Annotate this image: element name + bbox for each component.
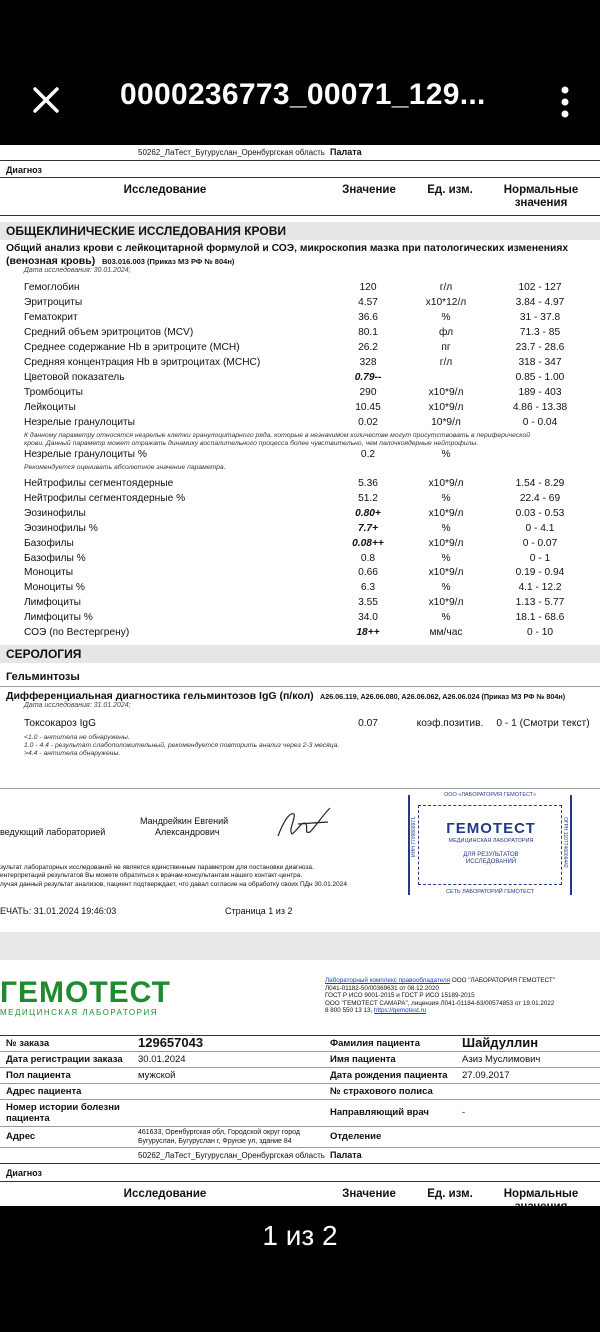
more-options-button[interactable] <box>550 84 580 120</box>
table-row <box>0 552 600 567</box>
license-1: ООО "ЛАБОРАТОРИЯ ГЕМОТЕСТ" <box>451 977 556 984</box>
section-serology: СЕРОЛОГИЯ <box>0 645 600 663</box>
row-name: Моноциты <box>24 567 74 579</box>
row-unit: % <box>441 522 451 534</box>
row-name: Гемоглобин <box>24 282 80 293</box>
license-phone: 8 800 550 13 13, <box>325 1007 373 1015</box>
header-unit: Ед. изм. <box>427 184 473 196</box>
row-name: Базофилы % <box>24 552 86 564</box>
row-unit: x10*12/л <box>425 297 467 308</box>
more-vertical-icon <box>550 84 580 120</box>
row-value: 18++ <box>356 627 380 638</box>
row-unit: x10*9/л <box>428 387 464 398</box>
table-row <box>0 448 600 463</box>
divider <box>0 1126 600 1127</box>
stamp-frame <box>418 805 562 885</box>
lab-stamp <box>408 792 572 895</box>
row-name: Незрелые гранулоциты <box>24 417 136 428</box>
row-norm: 0 - 1 <box>529 552 551 564</box>
head-label: ведующий лабораторией <box>0 827 106 837</box>
addr-value <box>138 1128 300 1146</box>
row-value: 0.66 <box>358 567 378 579</box>
section-general-blood: ОБЩЕКЛИНИЧЕСКИЕ ИССЛЕДОВАНИЯ КРОВИ <box>0 222 600 240</box>
row-unit: 10*9/л <box>431 417 461 428</box>
row-unit: % <box>441 492 451 504</box>
row-norm: 1.13 - 5.77 <box>515 597 565 609</box>
birth-value: 27.09.2017 <box>462 1070 510 1081</box>
viewer-bottom-bar <box>0 1206 600 1332</box>
reg-date-label: Дата регистрации заказа <box>6 1054 123 1065</box>
row-norm: 189 - 403 <box>518 387 562 398</box>
stamp-bottom: СЕТЬ ЛАБОРАТОРИЙ ГЕМОТЕСТ <box>410 889 570 895</box>
diagnosis-label: Диагноз <box>6 165 42 175</box>
row-value: 80.1 <box>358 327 378 338</box>
note-immature-2: крови. Данный параметр может отражать динамику воспалительного процесса более чувствительно, чем палочкоядерные нейтрофилы. <box>24 440 479 447</box>
order-value: 129657043 <box>138 1035 204 1050</box>
row-value: 51.2 <box>358 492 378 504</box>
row-name: Лейкоциты <box>24 402 76 413</box>
row-value: 10.45 <box>355 402 381 413</box>
row-unit: x10*9/л <box>428 478 464 489</box>
signature-image <box>270 800 345 845</box>
stamp-inn: ИНН 7709868971 <box>411 817 417 858</box>
document-page-2 <box>0 960 600 1206</box>
table-row <box>0 281 600 296</box>
row-norm: 4.86 - 13.38 <box>512 402 568 413</box>
row-unit: x10*9/л <box>428 507 464 519</box>
row-value: 3.55 <box>358 597 378 609</box>
row-norm: 31 - 37.8 <box>519 312 561 323</box>
divider <box>0 686 600 687</box>
row-name: Нейтрофилы сегментоядерные <box>24 478 174 489</box>
stamp-ogrn: ОГРН 1107746006442 <box>562 817 568 868</box>
cbc-code: B03.016.003 (Приказ МЗ РФ № 804н) <box>102 257 235 266</box>
addr-label: Адрес <box>6 1131 36 1142</box>
ward-label: Палата <box>330 147 362 157</box>
row-value: 0.07 <box>358 718 378 729</box>
table-row <box>0 537 600 552</box>
table-row <box>0 581 600 596</box>
row-name: Среднее содержание Hb в эритроците (MCH) <box>24 342 240 353</box>
toxo-note-2: 1.0 - 4.4 - результат слабоположительный, рекомендуется повторить анализ через 2-3 месяца. <box>24 742 340 749</box>
table-row <box>0 371 600 386</box>
surname-label: Фамилия пациента <box>330 1038 420 1049</box>
table-row <box>0 717 600 732</box>
row-unit: фл <box>438 327 454 338</box>
row-name: Эритроциты <box>24 297 83 308</box>
doctor-value: - <box>462 1107 466 1118</box>
table-row <box>0 386 600 401</box>
row-norm: 1.54 - 8.29 <box>515 478 565 489</box>
stamp-brand: ГЕМОТЕСТ <box>446 820 536 837</box>
name-value: Азиз Муслимович <box>462 1054 541 1065</box>
signer-line-1: Мандрейкин Евгений <box>140 816 229 826</box>
row-name: Средний объем эритроцитов (MCV) <box>24 327 194 338</box>
row-norm: 23.7 - 28.6 <box>515 342 565 353</box>
cbc-title-2: (венозная кровь) <box>6 255 96 267</box>
table-row <box>0 611 600 626</box>
license-2: Л041-01182-50/00369631 от 08.12.2020 <box>325 984 439 992</box>
row-value: 120 <box>359 282 377 293</box>
surname-value: Шайдуллин <box>462 1035 539 1050</box>
cbc-title-1: Общий анализ крови с лейкоцитарной формулой и СОЭ, микроскопия мазка при патологических изменениях <box>6 243 569 254</box>
table-row <box>0 477 600 492</box>
subsection-helminth: Гельминтозы <box>6 671 80 683</box>
row-name: Нейтрофилы сегментоядерные % <box>24 492 186 504</box>
logo-subtext: МЕДИЦИНСКАЯ ЛАБОРАТОРИЯ <box>0 1008 158 1017</box>
row-name: Цветовой показатель <box>24 372 125 383</box>
header-norm-1: Нормальные <box>503 184 579 196</box>
row-norm: 4.1 - 12.2 <box>518 582 562 594</box>
cbc-date: Дата исследования: 30.01.2024; <box>24 267 131 274</box>
table-row <box>0 326 600 341</box>
page-gap <box>0 932 600 960</box>
row-norm: 3.84 - 4.97 <box>515 297 565 308</box>
row-value: 328 <box>359 357 377 368</box>
table-row <box>0 492 600 507</box>
divider <box>0 1181 600 1182</box>
row-unit: пг <box>441 342 451 353</box>
stamp-mid-1: ДЛЯ РЕЗУЛЬТАТОВ <box>463 852 519 858</box>
note-immature-1: К данному параметру относятся незрелые клетки гранулоцитарного ряда, которые в незначимом количестве могут присутствовать в периферической <box>24 432 531 439</box>
divider <box>0 177 600 178</box>
row-norm: 0.85 - 1.00 <box>515 372 565 383</box>
row-unit: % <box>441 312 451 323</box>
table-row <box>0 626 600 641</box>
row-unit: x10*9/л <box>428 537 464 549</box>
table-row <box>0 311 600 326</box>
divider <box>0 215 600 216</box>
row-unit: мм/час <box>429 627 463 638</box>
print-timestamp: ЕЧАТЬ: 31.01.2024 19:46:03 <box>0 906 117 916</box>
table-row <box>0 566 600 581</box>
row-name: Гематокрит <box>24 312 78 323</box>
row-name: Базофилы <box>24 537 74 549</box>
divider <box>0 160 600 161</box>
helminth-title: Дифференциальная диагностика гельминтозов IgG (п/кол) <box>6 690 314 702</box>
document-title: 0000236773_00071_129... <box>120 78 486 111</box>
row-value: 34.0 <box>358 612 378 624</box>
close-button[interactable] <box>28 82 64 118</box>
lab-line: 50262_ЛаТест_Бугуруслан_Оренбургская область <box>138 1151 325 1160</box>
logo-text: ГЕМОТЕСТ <box>0 976 171 1009</box>
toxo-note-1: <1.0 - антитела не обнаружены. <box>24 734 130 741</box>
license-link[interactable]: Лабораторный комплекс правообладателя <box>325 977 451 984</box>
header-value: Значение <box>342 184 396 196</box>
header-value: Значение <box>342 1188 396 1200</box>
row-norm: 0 - 0.04 <box>522 417 558 428</box>
diagnosis-label: Диагноз <box>6 1168 42 1178</box>
row-norm: 102 - 127 <box>518 282 562 293</box>
row-value: 0.02 <box>358 417 378 428</box>
divider <box>0 1147 600 1148</box>
stamp-mid-2: ИССЛЕДОВАНИЙ <box>465 859 517 865</box>
row-value: 36.6 <box>358 312 378 323</box>
helminth-date: Дата исследования: 31.01.2024; <box>24 702 131 709</box>
website-link[interactable]: https://gemotest.ru <box>374 1007 427 1015</box>
row-norm: 0 - 4.1 <box>525 522 555 534</box>
addr-value-1: 461633, Оренбургская обл, Городской округ город <box>138 1129 300 1136</box>
disclaimer-3: лучая данный результат анализов, пациент подтверждает, что давал согласие на обработку своих ПДн 30.01.2024 <box>0 881 347 888</box>
row-name: Лимфоциты <box>24 597 81 609</box>
row-norm: 18.1 - 68.6 <box>515 612 565 624</box>
row-value: 4.57 <box>358 297 378 308</box>
page-indicator: 1 из 2 <box>262 1220 338 1251</box>
row-value: 0.08++ <box>352 537 384 549</box>
table-row <box>0 356 600 371</box>
row-unit: x10*9/л <box>428 567 464 579</box>
policy-label: № страхового полиса <box>330 1086 433 1097</box>
row-name: Средняя концентрация Hb в эритроцитах (MCHC) <box>24 357 261 368</box>
row-norm: 0.19 - 0.94 <box>515 567 565 579</box>
sex-value: мужской <box>138 1070 176 1081</box>
toxo-note-3: >4.4 - антитела обнаружены. <box>24 750 121 757</box>
license-block <box>325 977 555 1015</box>
addr-value-2: Бугуруслан, Бугуруслан г, Фрунзе ул, здание 84 <box>138 1138 292 1145</box>
row-norm: 0 - 10 <box>526 627 554 638</box>
row-unit: г/л <box>439 357 453 368</box>
stamp-top: ООО «ЛАБОРАТОРИЯ ГЕМОТЕСТ» <box>410 792 570 798</box>
table-row <box>0 341 600 356</box>
row-unit: % <box>441 552 451 564</box>
table-row <box>0 596 600 611</box>
divider <box>0 1163 600 1164</box>
row-value: 5.36 <box>358 478 378 489</box>
row-name: Токсокароз IgG <box>24 718 97 729</box>
header-norm-2: значения <box>514 197 568 209</box>
row-value: 0.79-- <box>354 372 382 383</box>
row-name: Эозинофилы % <box>24 522 98 534</box>
row-name: СОЭ (по Вестергрену) <box>24 627 130 638</box>
signer-line-2: Александрович <box>155 827 220 837</box>
doctor-label: Направляющий врач <box>330 1107 429 1118</box>
row-name: Лимфоциты % <box>24 612 93 624</box>
history-label-1: Номер истории болезни <box>6 1102 120 1113</box>
lab-line: 50262_ЛаТест_Бугуруслан_Оренбургская область <box>138 148 325 157</box>
header-unit: Ед. изм. <box>427 1188 473 1200</box>
row-value: 6.3 <box>360 582 376 594</box>
viewer-top-bar <box>0 0 600 145</box>
birth-label: Дата рождения пациента <box>330 1070 448 1081</box>
gemotest-logo <box>0 976 171 1017</box>
name-label: Имя пациента <box>330 1054 396 1065</box>
row-value: 26.2 <box>358 342 378 353</box>
table-row <box>0 522 600 537</box>
table-row <box>0 507 600 522</box>
divider <box>0 1051 600 1052</box>
page-number: Страница 1 из 2 <box>225 906 293 916</box>
row-name: Моноциты % <box>24 582 85 594</box>
stamp-sub: МЕДИЦИНСКАЯ ЛАБОРАТОРИЯ <box>448 838 534 844</box>
helminth-codes: A26.06.119, A26.06.080, A26.06.062, A26.06.024 (Приказ МЗ РФ № 804н) <box>320 692 566 701</box>
row-value: 7.7+ <box>357 522 379 534</box>
row-norm: 0.03 - 0.53 <box>515 507 565 519</box>
row-value: 0.80+ <box>355 507 381 519</box>
address-label: Адрес пациента <box>6 1086 82 1097</box>
license-3: ГОСТ Р ИСО 9001-2015 и ГОСТ Р ИСО 15189-2015 <box>325 992 475 1000</box>
row-unit: % <box>441 582 451 594</box>
close-icon <box>28 82 64 118</box>
row-unit: x10*9/л <box>428 597 464 609</box>
ward-label: Палата <box>330 1150 362 1160</box>
divider <box>0 1099 600 1100</box>
disclaimer-1: зультат лабораторных исследований не является единственным параметром для постановки диагноза. <box>0 864 314 871</box>
row-value: 0.8 <box>360 552 376 564</box>
sex-label: Пол пациента <box>6 1070 71 1081</box>
row-norm: 318 - 347 <box>518 357 562 368</box>
row-norm: 22.4 - 69 <box>519 492 561 504</box>
license-4: ООО "ГЕМОТЕСТ САМАРА", лицензия Л041-01184-63/00574853 от 19.01.2022 <box>325 999 555 1007</box>
table-row <box>0 401 600 416</box>
row-norm: 71.3 - 85 <box>519 327 561 338</box>
note-absolute: Рекомендуется оценивать абсолютное значение параметра. <box>24 464 226 471</box>
row-unit: коэф.позитив. <box>416 718 484 729</box>
history-label-2: пациента <box>6 1113 50 1124</box>
row-unit: x10*9/л <box>428 402 464 413</box>
row-name: Незрелые гранулоциты % <box>24 449 147 460</box>
reg-date-value: 30.01.2024 <box>138 1054 186 1065</box>
header-test: Исследование <box>123 1188 207 1200</box>
row-name: Тромбоциты <box>24 387 83 398</box>
order-label: № заказа <box>6 1038 50 1049</box>
row-norm: 0 - 1 (Смотри текст) <box>496 718 590 729</box>
divider <box>0 788 600 789</box>
disclaimer-2: интерпретаций результатов Вы можете обратиться к врачам-консультантам нашего контакт-центра. <box>0 872 303 879</box>
dept-label: Отделение <box>330 1131 382 1142</box>
table-row <box>0 416 600 431</box>
row-value: 0.2 <box>360 449 376 460</box>
stamp-mid <box>419 852 563 866</box>
divider <box>0 1067 600 1068</box>
header-norm-1: Нормальные <box>503 1188 579 1200</box>
row-value: 290 <box>359 387 377 398</box>
row-name: Эозинофилы <box>24 507 86 519</box>
row-norm: 0 - 0.07 <box>522 537 558 549</box>
row-unit: % <box>441 612 451 624</box>
table-row <box>0 296 600 311</box>
document-page-1 <box>0 145 600 932</box>
divider <box>0 1083 600 1084</box>
row-unit: % <box>441 449 451 460</box>
header-test: Исследование <box>123 184 207 196</box>
row-unit: г/л <box>439 282 453 293</box>
